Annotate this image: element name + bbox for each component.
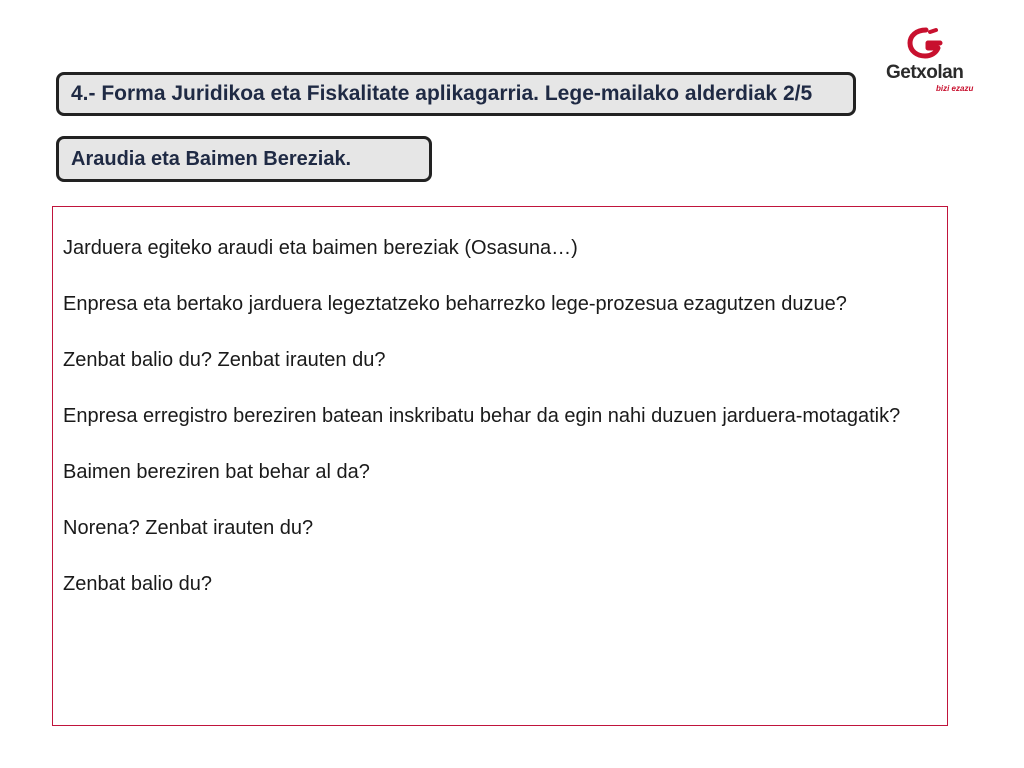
getxolan-logo — [876, 22, 980, 100]
content-paragraph: Zenbat balio du? — [63, 573, 213, 595]
slide-subtitle — [56, 136, 432, 182]
content-paragraph: Jarduera egiteko araudi eta baimen bereziak (Osasuna…) — [63, 237, 578, 259]
content-paragraph: Norena? Zenbat irauten du? — [63, 517, 314, 539]
content-paragraph: Enpresa erregistro bereziren batean inskribatu behar da egin nahi duzuen jarduera-motagatik? — [63, 405, 901, 427]
getxolan-logo-mark-icon — [906, 26, 946, 60]
slide-title-text: 4.- Forma Juridikoa eta Fiskalitate aplikagarria. Lege-mailako alderdiak 2/5 — [71, 82, 813, 105]
content-paragraph: Baimen bereziren bat behar al da? — [63, 461, 370, 483]
slide-subtitle-text: Araudia eta Baimen Bereziak. — [71, 147, 352, 170]
content-box — [52, 206, 948, 726]
content-paragraph: Enpresa eta bertako jarduera legeztatzeko beharrezko lege-prozesua ezagutzen duzue? — [63, 293, 847, 315]
logo-name: Getxolan — [886, 62, 964, 83]
content-paragraph: Zenbat balio du? Zenbat irauten du? — [63, 349, 386, 371]
slide-title — [56, 72, 856, 116]
logo-tagline: bizi ezazu — [936, 84, 974, 93]
